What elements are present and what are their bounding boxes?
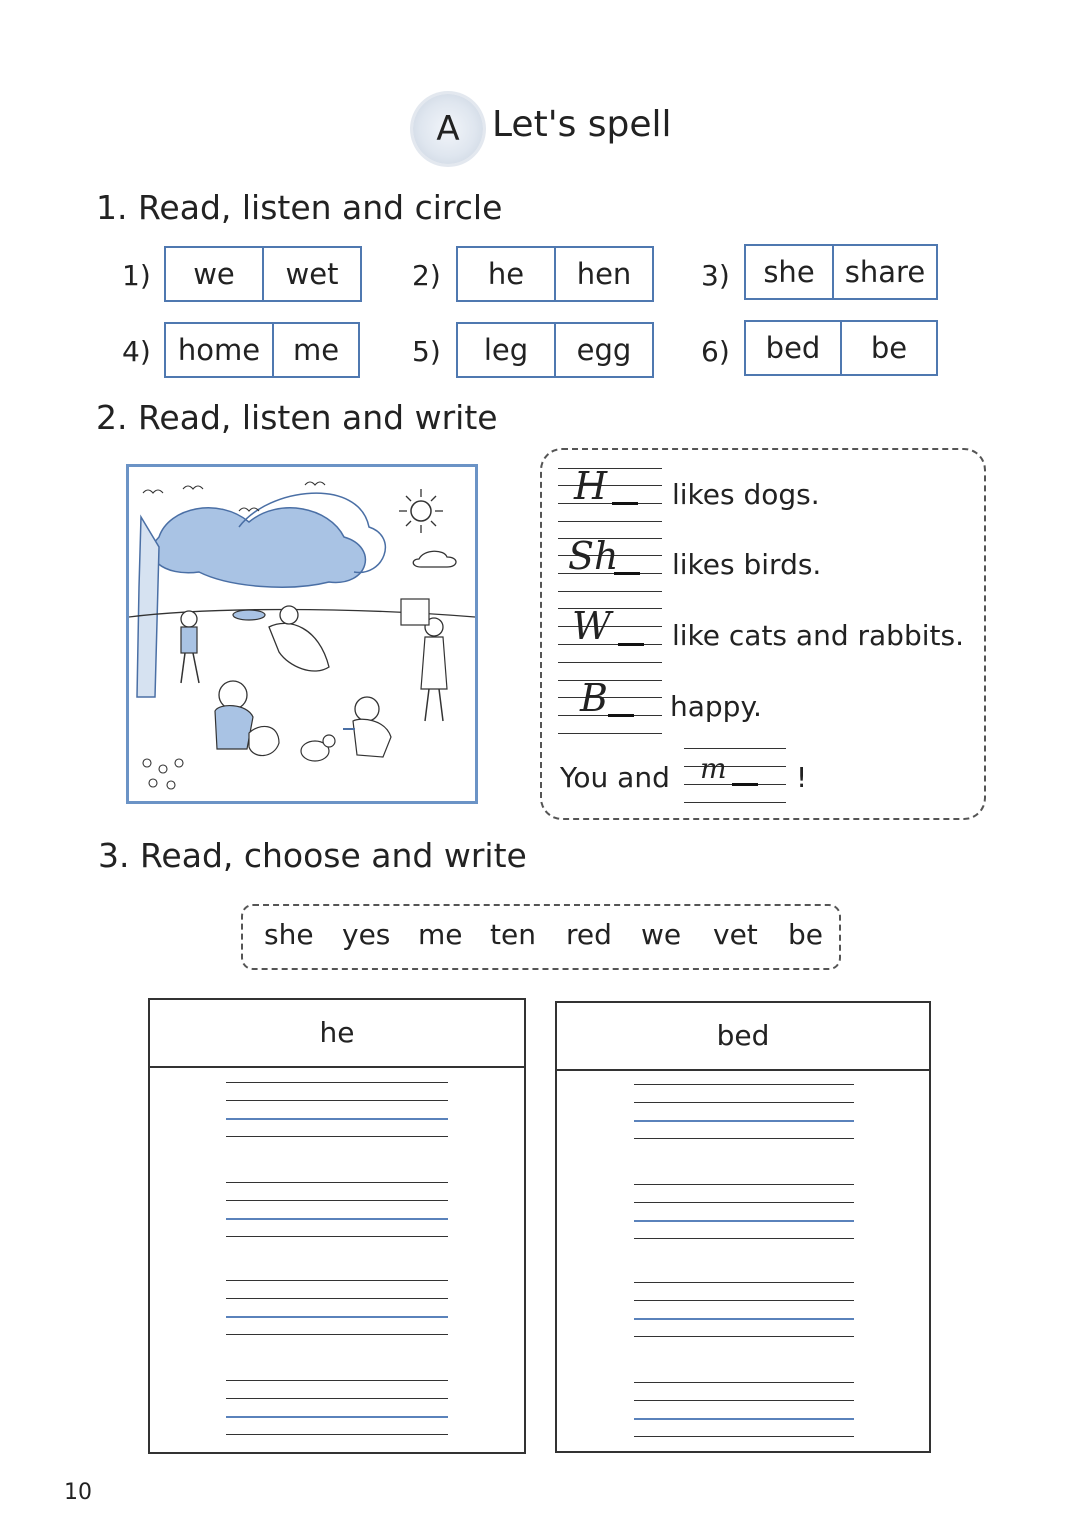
sentence-text: likes dogs.: [672, 478, 820, 511]
part2-title: 2. Read, listen and write: [96, 398, 498, 437]
writing-line[interactable]: [634, 1120, 854, 1122]
writing-line[interactable]: [634, 1282, 854, 1283]
sort-table-bed: [555, 1001, 931, 1453]
writing-line[interactable]: [226, 1380, 448, 1381]
section-badge: [413, 94, 483, 164]
writing-line[interactable]: [226, 1416, 448, 1418]
writing-line[interactable]: [634, 1220, 854, 1222]
item-number: 3): [701, 259, 730, 292]
sentence-text: happy.: [670, 690, 762, 723]
writing-line[interactable]: [634, 1400, 854, 1401]
page-title: Let's spell: [492, 104, 672, 145]
word-pair: [164, 246, 362, 302]
writing-line[interactable]: [634, 1184, 854, 1185]
guide-line: [684, 748, 786, 749]
sentence-text: like cats and rabbits.: [672, 619, 964, 652]
writing-line[interactable]: [634, 1382, 854, 1383]
word-pair: [456, 246, 654, 302]
word-option[interactable]: share: [832, 246, 936, 298]
bank-word: she: [264, 918, 314, 951]
item-number: 2): [412, 259, 441, 292]
bank-word: yes: [342, 918, 391, 951]
writing-line[interactable]: [226, 1434, 448, 1435]
item-number: 5): [412, 335, 441, 368]
park-scene-image: [129, 467, 475, 801]
word-option[interactable]: me: [272, 324, 358, 376]
sort-table-he: [148, 998, 526, 1454]
starter-letter: H: [574, 464, 608, 508]
word-option[interactable]: bed: [765, 331, 821, 365]
answer-blank[interactable]: [732, 783, 758, 786]
word-option[interactable]: be: [840, 322, 936, 374]
answer-blank[interactable]: [608, 714, 634, 717]
word-option[interactable]: we: [193, 257, 235, 291]
writing-line[interactable]: [634, 1202, 854, 1203]
starter-letter: W: [572, 604, 612, 648]
word-option[interactable]: home: [177, 333, 261, 367]
guide-line: [558, 680, 662, 681]
guide-line: [558, 521, 662, 522]
guide-line: [558, 591, 662, 592]
word-option[interactable]: she: [763, 255, 815, 289]
word-pair: [744, 320, 938, 376]
word-pair: [164, 322, 360, 378]
sentence-text: likes birds.: [672, 548, 822, 581]
starter-letter: B: [580, 676, 608, 720]
writing-line[interactable]: [226, 1100, 448, 1101]
word-option[interactable]: hen: [554, 248, 652, 300]
writing-line[interactable]: [226, 1118, 448, 1120]
column-header: he: [150, 1000, 524, 1068]
page-number: 10: [64, 1480, 92, 1505]
writing-line[interactable]: [634, 1436, 854, 1437]
bank-word: vet: [713, 918, 758, 951]
guide-line: [558, 733, 662, 734]
writing-line[interactable]: [226, 1316, 448, 1318]
bank-word: me: [418, 918, 463, 951]
answer-blank[interactable]: [614, 572, 640, 575]
starter-letter: m: [700, 752, 727, 785]
writing-line[interactable]: [226, 1182, 448, 1183]
word-option[interactable]: he: [487, 257, 525, 291]
writing-line[interactable]: [226, 1236, 448, 1237]
starter-letter: Sh: [568, 534, 619, 578]
writing-line[interactable]: [226, 1280, 448, 1281]
bank-word: be: [788, 918, 823, 951]
part1-title: 1. Read, listen and circle: [96, 188, 503, 227]
writing-line[interactable]: [226, 1200, 448, 1201]
bank-word: red: [566, 918, 612, 951]
badge-letter: A: [436, 109, 460, 149]
writing-line[interactable]: [634, 1418, 854, 1420]
park-illustration: [126, 464, 478, 804]
writing-line[interactable]: [634, 1084, 854, 1085]
word-option[interactable]: leg: [483, 333, 529, 367]
answer-blank[interactable]: [612, 502, 638, 505]
writing-line[interactable]: [634, 1102, 854, 1103]
guide-line: [684, 802, 786, 803]
guide-line: [558, 662, 662, 663]
item-number: 4): [122, 335, 151, 368]
word-option[interactable]: wet: [262, 248, 360, 300]
word-option[interactable]: egg: [554, 324, 652, 376]
sentence-prefix: You and: [560, 761, 670, 794]
writing-line[interactable]: [226, 1398, 448, 1399]
writing-line[interactable]: [226, 1218, 448, 1220]
guide-line: [558, 697, 662, 698]
part3-title: 3. Read, choose and write: [98, 836, 527, 875]
writing-line[interactable]: [226, 1082, 448, 1083]
writing-line[interactable]: [634, 1318, 854, 1320]
item-number: 1): [122, 259, 151, 292]
writing-line[interactable]: [634, 1300, 854, 1301]
word-pair: [744, 244, 938, 300]
writing-line[interactable]: [634, 1138, 854, 1139]
writing-line[interactable]: [226, 1136, 448, 1137]
writing-line[interactable]: [226, 1298, 448, 1299]
bank-word: ten: [490, 918, 536, 951]
writing-line[interactable]: [634, 1238, 854, 1239]
writing-line[interactable]: [634, 1336, 854, 1337]
bank-word: we: [641, 918, 682, 951]
answer-blank[interactable]: [618, 643, 644, 646]
item-number: 6): [701, 335, 730, 368]
column-header: bed: [557, 1003, 929, 1071]
writing-line[interactable]: [226, 1334, 448, 1335]
sentence-suffix: !: [796, 761, 808, 794]
word-pair: [456, 322, 654, 378]
